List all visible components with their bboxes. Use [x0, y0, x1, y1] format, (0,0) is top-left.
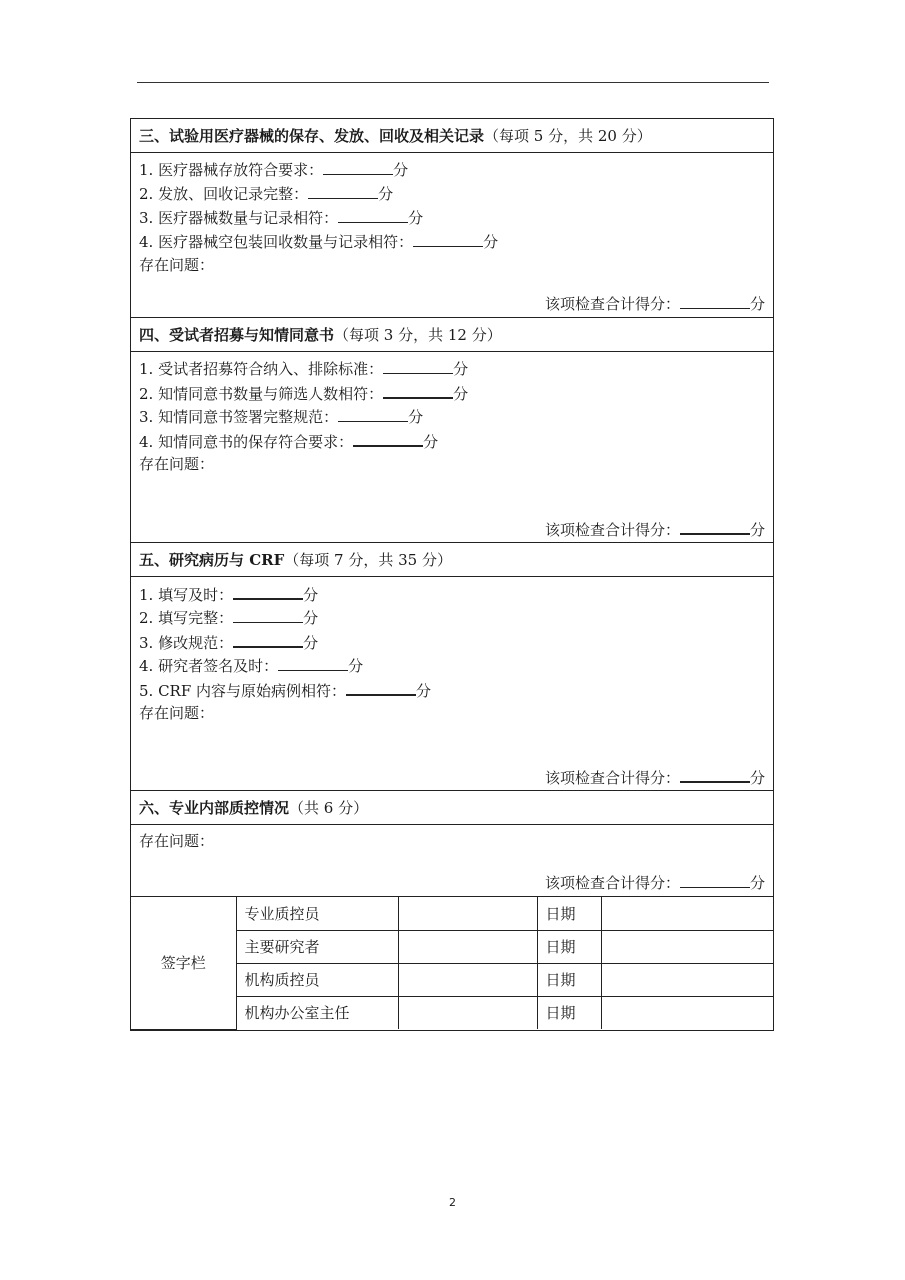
- date-label: 日期: [537, 930, 601, 963]
- inspection-form: [130, 118, 774, 1031]
- section3-item: 3. 医疗器械数量与记录相符： 分: [139, 205, 765, 229]
- section4-item: 4. 知情同意书的保存符合要求： 分: [139, 428, 765, 452]
- section4-subtotal: 该项检查合计得分： 分: [545, 516, 765, 540]
- date-field[interactable]: [601, 897, 773, 930]
- score-blank[interactable]: [353, 428, 423, 447]
- section6-subtotal: 该项检查合计得分： 分: [545, 870, 765, 894]
- signature-label: 签字栏: [131, 897, 236, 1029]
- page-number: 2: [449, 1196, 456, 1209]
- section5-header: [131, 543, 773, 577]
- date-label: 日期: [537, 963, 601, 996]
- section3-subtotal: 该项检查合计得分： 分: [545, 291, 765, 315]
- date-field[interactable]: [601, 963, 773, 996]
- section4-body: [131, 352, 773, 543]
- score-blank[interactable]: [323, 157, 393, 175]
- section5-item: 3. 修改规范： 分: [139, 629, 765, 653]
- section4-item: 1. 受试者招募符合纳入、排除标准： 分: [139, 356, 765, 380]
- section3-item: 1. 医疗器械存放符合要求： 分: [139, 157, 765, 181]
- score-blank[interactable]: [278, 653, 348, 671]
- date-label: 日期: [537, 897, 601, 930]
- signature-role: 主要研究者: [236, 930, 398, 963]
- section3-title: 三、试验用医疗器械的保存、发放、回收及相关记录: [139, 127, 485, 145]
- section3-item: 2. 发放、回收记录完整： 分: [139, 181, 765, 205]
- subtotal-blank[interactable]: [680, 291, 750, 309]
- score-blank[interactable]: [233, 605, 303, 623]
- section3-item: 4. 医疗器械空包装回收数量与记录相符： 分: [139, 229, 765, 253]
- score-blank[interactable]: [338, 404, 408, 422]
- score-blank[interactable]: [346, 677, 416, 696]
- signature-field[interactable]: [398, 963, 537, 996]
- section5-title: 五、研究病历与 CRF: [139, 551, 285, 569]
- score-blank[interactable]: [383, 356, 453, 374]
- subtotal-blank[interactable]: [680, 870, 750, 888]
- section5-item: 4. 研究者签名及时： 分: [139, 653, 765, 677]
- signature-row: [131, 897, 773, 930]
- section6-body: [131, 825, 773, 897]
- score-blank[interactable]: [233, 629, 303, 648]
- section4-item: 3. 知情同意书签署完整规范： 分: [139, 404, 765, 428]
- score-blank[interactable]: [413, 229, 483, 247]
- section5-item: 1. 填写及时： 分: [139, 581, 765, 605]
- date-field[interactable]: [601, 930, 773, 963]
- section5-note: （每项 7 分，共 35 分）: [284, 551, 452, 569]
- section6-note: （共 6 分）: [289, 799, 369, 817]
- signature-field[interactable]: [398, 930, 537, 963]
- header-rule: [137, 82, 769, 83]
- signature-role: 机构办公室主任: [236, 996, 398, 1029]
- section5-body: [131, 577, 773, 791]
- date-field[interactable]: [601, 996, 773, 1029]
- subtotal-blank[interactable]: [680, 764, 750, 783]
- section5-item: 2. 填写完整： 分: [139, 605, 765, 629]
- score-blank[interactable]: [383, 380, 453, 399]
- signature-field[interactable]: [398, 996, 537, 1029]
- section5-problems-label: 存在问题：: [139, 704, 215, 722]
- section6-problems-label: 存在问题：: [139, 832, 215, 850]
- section4-item: 2. 知情同意书数量与筛选人数相符： 分: [139, 380, 765, 404]
- signature-field[interactable]: [398, 897, 537, 930]
- score-blank[interactable]: [233, 581, 303, 600]
- section4-title: 四、受试者招募与知情同意书: [139, 326, 335, 344]
- section6-title: 六、专业内部质控情况: [139, 799, 290, 817]
- section3-header: [131, 119, 773, 153]
- section5-subtotal: 该项检查合计得分： 分: [545, 764, 765, 788]
- section5-item: 5. CRF 内容与原始病例相符： 分: [139, 677, 765, 701]
- subtotal-blank[interactable]: [680, 516, 750, 535]
- score-blank[interactable]: [338, 205, 408, 223]
- signature-role: 机构质控员: [236, 963, 398, 996]
- signature-table: [131, 897, 773, 1030]
- date-label: 日期: [537, 996, 601, 1029]
- section6-header: [131, 791, 773, 825]
- section3-problems-label: 存在问题：: [139, 256, 215, 274]
- section3-note: （每项 5 分，共 20 分）: [484, 127, 652, 145]
- section4-header: [131, 318, 773, 352]
- section4-problems-label: 存在问题：: [139, 455, 215, 473]
- section4-note: （每项 3 分，共 12 分）: [334, 326, 502, 344]
- score-blank[interactable]: [308, 181, 378, 199]
- signature-role: 专业质控员: [236, 897, 398, 930]
- section3-body: [131, 153, 773, 318]
